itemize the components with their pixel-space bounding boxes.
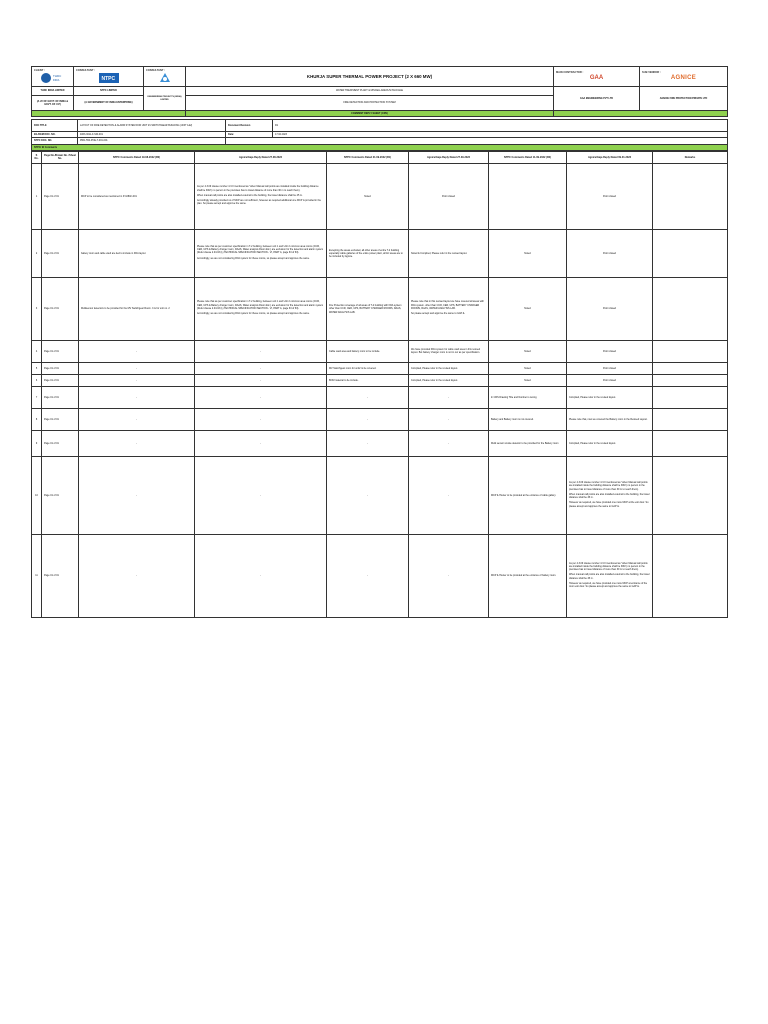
cell-c1: - bbox=[79, 362, 195, 374]
table-row bbox=[32, 408, 728, 430]
cell-c2 bbox=[195, 277, 327, 340]
cell-c3: - bbox=[327, 430, 409, 456]
cell-c1: - bbox=[79, 456, 195, 534]
cell-c6: Complied, Please refer in the revised layout. bbox=[567, 430, 653, 456]
consultant1-logo-cell: CONSULTANT : NTPC bbox=[74, 67, 144, 87]
cell-sno: 2 bbox=[32, 229, 42, 277]
ntpc-doc: 9561-554-POE-T-001-001 bbox=[78, 138, 226, 144]
cell-sno: 5 bbox=[32, 362, 42, 374]
consultant1-sub: (A GOVERNMENT OF INDIA ENTERPRISE) bbox=[74, 96, 144, 111]
eil-doc-label: EIL/OEM DOC. NO. bbox=[32, 132, 78, 138]
cell-sno: 10 bbox=[32, 456, 42, 534]
cell-paragraph: Please note that in this revised layout we have covered all areas with FDA system. other than CCR, CER, UPS, BATTERY CHARGER ROOMS, RAAS, WATER ANALYSIS LAB. bbox=[411, 300, 484, 310]
svg-text:THDC: THDC bbox=[52, 74, 61, 79]
cell-page: Page 01 of 01 bbox=[42, 374, 79, 386]
cell-c4: - bbox=[409, 430, 489, 456]
crs-sheet bbox=[31, 66, 727, 618]
cell-c3: Fire Protection coverage of all areas of T-2 building with FDA system other than CCR, CER, UPS, BATTERY CHARGER ROOMS, RAAS, WATER ANALYSIS LAB. bbox=[327, 277, 409, 340]
cell-sno: 6 bbox=[32, 374, 42, 386]
cell-c4: Complied, Please refer in the revised layout. bbox=[409, 374, 489, 386]
doc-revision: R1 bbox=[273, 120, 728, 132]
cell-c1: - bbox=[79, 340, 195, 362]
table-row bbox=[32, 374, 728, 386]
cell-paragraph: As per 4.3.09 clause number 4.3.0 mentioned as "when Manual call points are installed inside the building distance shall be 30M ( no person in the premises has to travel distance of more than 30 m to reach them). bbox=[569, 481, 648, 491]
cell-c1: - bbox=[79, 430, 195, 456]
main-contractor-name: GAA ENGINEERING PVT LTD bbox=[554, 87, 640, 111]
cell-c2: - bbox=[195, 362, 327, 374]
crs-label: COMMENT REPLY SHEET (CRS) bbox=[186, 111, 554, 117]
cell-paragraph: Accordingly, we are not considering FDA system for these rooms, so please accept and approve the same. bbox=[197, 256, 310, 260]
cell-paragraph: When manual call points are also installed external to the building, the travel distance shall be 45 m. bbox=[197, 193, 303, 197]
table-row bbox=[32, 534, 728, 617]
cell-c2: - bbox=[195, 408, 327, 430]
cell-rem bbox=[653, 163, 728, 229]
table-row bbox=[32, 362, 728, 374]
thdc-logo-icon bbox=[40, 72, 66, 84]
cell-c2: - bbox=[195, 340, 327, 362]
cell-sno: 9 bbox=[32, 430, 42, 456]
cell-sno: 11 bbox=[32, 534, 42, 617]
cell-page: Page 01 of 01 bbox=[42, 430, 79, 456]
cell-paragraph: Please note that as per customer specification in T-2 building, between unit 1 and Unit 2 common area rooms (CCR, CER, UPS & Battery charger room, RAAS, Water analysis Room Etc.) are exclusion for fire detection and alarm system (Refer clause 2.04.03 (L) TECHNICAL SPECIFICATION SECTION - VI, PART A, page 63 of 63). bbox=[197, 300, 324, 310]
cell-c3: MV Switchgear room for unit2 to be covered. bbox=[327, 362, 409, 374]
cell-c4: - bbox=[409, 456, 489, 534]
consultant1-name: NTPC LIMITED bbox=[74, 87, 144, 96]
cell-c5: Noted bbox=[489, 277, 567, 340]
cell-paragraph: When manual call points are also installed external to the building, the travel distance shall be 45 m. bbox=[569, 573, 650, 580]
cell-c6: Please note that, now we covered the Battery room in the Revised Layout. bbox=[567, 408, 653, 430]
table-row bbox=[32, 277, 728, 340]
cell-c3: - bbox=[327, 456, 409, 534]
table-row bbox=[32, 229, 728, 277]
project-title: KHURJA SUPER THERMAL POWER PROJECT (2 X 660 MW) bbox=[186, 67, 554, 87]
cell-c6: Point closed bbox=[567, 374, 653, 386]
cell-c3: - bbox=[327, 534, 409, 617]
cell-paragraph: As per 4.3.09 clause number 4.3.0 mentioned as "when Manual call points are installed inside the building distance shall be 30M ( no person in the premises has to travel distance of more than 30 m to reach them). bbox=[569, 561, 648, 572]
doc-title: LAYOUT OF FIRE DETECTION & ALARM SYSTEM FOR UNIT #1 SWITCHGEAR BUILDING (UNIT 1&2) bbox=[78, 120, 226, 132]
cell-c3: - bbox=[327, 408, 409, 430]
cell-rem bbox=[653, 277, 728, 340]
cell-c5: Noted bbox=[489, 374, 567, 386]
col-sno: S No. bbox=[32, 151, 42, 163]
cell-rem bbox=[653, 408, 728, 430]
cell-c5: Noted bbox=[489, 229, 567, 277]
cell-c1: - bbox=[79, 408, 195, 430]
cell-c3: BOM material to be include. bbox=[327, 374, 409, 386]
cell-c1: - bbox=[79, 534, 195, 617]
cell-c4: - bbox=[409, 386, 489, 408]
package-title: WATER TREATMENT PLANT & MISCELLANEOUS PACKAGE bbox=[186, 87, 554, 96]
svg-text:INDIA: INDIA bbox=[52, 79, 59, 83]
table-row bbox=[32, 163, 728, 229]
cell-c2: - bbox=[195, 534, 327, 617]
col-page: Page No./Drawn No. /Sheet No. bbox=[42, 151, 79, 163]
client-logo-cell: CLIENT : THDC INDIA bbox=[32, 67, 74, 87]
cell-rem bbox=[653, 430, 728, 456]
cell-c6: Point closed bbox=[567, 229, 653, 277]
cell-paragraph: Accordingly already provided no of MCP are not sufficient, however as required additional one MCP is provided in the plan. So please accept and approve the same. bbox=[197, 199, 321, 206]
cell-sno: 3 bbox=[32, 277, 42, 340]
col-c6: Agnice/Gaja Reply Dated 09-01-2023 bbox=[567, 151, 653, 163]
cell-page: Page 01 of 01 bbox=[42, 386, 79, 408]
cell-c4: Point closed bbox=[409, 163, 489, 229]
cell-paragraph: As per 4.3.09 clause number 4.3.0 mentioned as "when Manual call points are installed inside the building distance shall be 30M ( no person in the premises has to travel distance of more than 30 m to reach them). bbox=[197, 185, 319, 192]
table-row bbox=[32, 456, 728, 534]
cell-c5 bbox=[489, 163, 567, 229]
agnice-logo-icon: AGNICE bbox=[670, 75, 697, 82]
cell-paragraph: Please note that as per customer specification in T-2 building, between unit 1 and Unit 2 common area rooms (CCR, CER, UPS & Battery charger room, RAAS, Water analysis Room Etc.) are exclusion for fire detection and alarm system (Refer clause 2.04.03 (L) TECHNICAL SPECIFICATION SECTION - VI, PART A, page 63 of 63). bbox=[197, 244, 324, 255]
table-row bbox=[32, 340, 728, 362]
cell-sno: 8 bbox=[32, 408, 42, 430]
cell-c3: Excepting the areas excluded, all other areas of entire T-2 building especially cable galleries of the entire power plant, all AC areas are to be included by Agnice. bbox=[327, 229, 409, 277]
gaa-logo-icon: GAA bbox=[589, 75, 604, 82]
cell-c6 bbox=[567, 456, 653, 534]
cell-c5: Noted bbox=[489, 362, 567, 374]
cell-c1: MCP to be considered as mentioned in P-1081F-001 bbox=[79, 163, 195, 229]
cell-c5: Battery and Battery room is not covered. bbox=[489, 408, 567, 430]
cell-rem bbox=[653, 229, 728, 277]
cell-c1: battery room and cable vault are tied to include in FDA layout bbox=[79, 229, 195, 277]
ntpc-logo-icon bbox=[98, 72, 120, 84]
cell-c5: MCP & Hooter to be provided at the entrance of cable gallery. bbox=[489, 456, 567, 534]
col-c3: NTPC Comments Dated 21-09-2022 (R1) bbox=[327, 151, 409, 163]
cell-c2: - bbox=[195, 430, 327, 456]
cell-rem bbox=[653, 374, 728, 386]
cell-c5: Noted bbox=[489, 340, 567, 362]
cell-c6: Point closed bbox=[567, 340, 653, 362]
eil-doc: 4063-3011-F-SW-001 bbox=[78, 132, 226, 138]
cell-c6: Point closed bbox=[567, 163, 653, 229]
system-title: FIRE DETECTION AND PROTECTION SYSTEM bbox=[186, 96, 554, 111]
cell-c3: Noted bbox=[327, 163, 409, 229]
date-label: Date: bbox=[226, 132, 273, 138]
doc-info-table bbox=[31, 119, 728, 151]
main-contractor-cell: MAIN CONTRACTOR : GAA bbox=[554, 67, 640, 87]
cell-c1: - bbox=[79, 374, 195, 386]
col-c1: NTPC Comments Dated 19-08-2022 (R0) bbox=[79, 151, 195, 163]
client-name: THDC INDIA LIMITED bbox=[32, 87, 74, 96]
cell-c4: - bbox=[409, 408, 489, 430]
cell-c6: Point closed bbox=[567, 362, 653, 374]
cell-page: Page 01 of 01 bbox=[42, 163, 79, 229]
cell-c5: MCP & Hooter to be provided at the entrance of battery room. bbox=[489, 534, 567, 617]
cell-page: Page 01 of 01 bbox=[42, 277, 79, 340]
cell-paragraph: Accordingly, we are not considering FDA system for these rooms, so please accept and approve the same. bbox=[197, 312, 310, 316]
cell-rem bbox=[653, 386, 728, 408]
cell-page: Page 01 of 01 bbox=[42, 229, 79, 277]
table-row bbox=[32, 430, 728, 456]
cell-rem bbox=[653, 456, 728, 534]
col-c2: Agnice/Gaja Reply Dated 27-08-2022 bbox=[195, 151, 327, 163]
cell-c4: Noted & Complied, Please refer in the revised layout. bbox=[409, 229, 489, 277]
col-c4: Agnice/Gaja Reply Dated 27-09-2022 bbox=[409, 151, 489, 163]
cell-c6: Point closed bbox=[567, 277, 653, 340]
cell-c1: - bbox=[79, 386, 195, 408]
cell-c4: We have provided FDA system for cable vault area in this revised layout. But battery charger room is not in our as per specification. bbox=[409, 340, 489, 362]
cell-c4: Complied, Please refer in the revised layout. bbox=[409, 362, 489, 374]
client-sub: (A JV OF GOVT. OF INDIA & GOVT. OF U.P) bbox=[32, 96, 74, 111]
sub-vendor-name: AGNICE FIRE PROTECTION PRIVATE LTD bbox=[640, 87, 728, 111]
cell-c6: Complied, Please refer in the revised layout. bbox=[567, 386, 653, 408]
cell-paragraph: However as required, we have provided one more MCP at entrance of the room exit door. So please accept and approve the same to GAP &. bbox=[569, 581, 648, 589]
col-remarks: Remarks bbox=[653, 151, 728, 163]
cell-c1: Multisensor detectors to be provided for the MV Switchgear Room. It is for unit no. 2 bbox=[79, 277, 195, 340]
eil-logo-icon bbox=[158, 72, 172, 84]
doc-title-label: DOC TITLE bbox=[32, 120, 78, 132]
ntpc-comments-label: NTPC/ EI Comments bbox=[32, 144, 728, 150]
cell-page: Page 01 of 01 bbox=[42, 456, 79, 534]
cell-rem bbox=[653, 534, 728, 617]
cell-c4 bbox=[409, 277, 489, 340]
cell-c5: Multi sensor smoke detector to be provided for the Battery room bbox=[489, 430, 567, 456]
cell-rem bbox=[653, 340, 728, 362]
cell-c5: In CRS Drawing Title and Number is wrong bbox=[489, 386, 567, 408]
consultant2-name: ENGINEERING PROJECTS (INDIA) LIMITED bbox=[144, 87, 186, 111]
date: 17.02.2023 bbox=[273, 132, 728, 138]
cell-c2: - bbox=[195, 374, 327, 386]
consultant2-logo-cell: CONSULTANT : bbox=[144, 67, 186, 87]
cell-c3: Cable vault area and battery room to be include. bbox=[327, 340, 409, 362]
sub-vendor-cell: SUB VENDOR : AGNICE bbox=[640, 67, 728, 87]
cell-paragraph: So please accept and approve the same to GAP &. bbox=[411, 312, 466, 316]
cell-sno: 4 bbox=[32, 340, 42, 362]
svg-text:NTPC: NTPC bbox=[101, 76, 115, 83]
cell-c2 bbox=[195, 229, 327, 277]
cell-c6 bbox=[567, 534, 653, 617]
cell-c2: - bbox=[195, 456, 327, 534]
cell-paragraph: However as required, we have provided one more MCP at the exit door. So please accept and approve the same to GAP &. bbox=[569, 501, 649, 508]
table-row bbox=[32, 386, 728, 408]
col-c5: NTPC Comments Dated 11-09-2022 (R2) bbox=[489, 151, 567, 163]
cell-page: Page 01 of 01 bbox=[42, 408, 79, 430]
cell-page: Page 01 of 01 bbox=[42, 340, 79, 362]
cell-paragraph: When manual call points are also installed external to the building, the travel distance shall be 45 m. bbox=[569, 492, 650, 500]
comments-table bbox=[31, 151, 728, 618]
doc-revision-label: Document Revision bbox=[226, 120, 273, 132]
cell-page: Page 01 of 01 bbox=[42, 534, 79, 617]
cell-page: Page 01 of 01 bbox=[42, 362, 79, 374]
cell-c3: - bbox=[327, 386, 409, 408]
cell-c2 bbox=[195, 163, 327, 229]
cell-sno: 7 bbox=[32, 386, 42, 408]
ntpc-doc-label: NTPC DOC. NO. bbox=[32, 138, 78, 144]
cell-c2: - bbox=[195, 386, 327, 408]
cell-c4: - bbox=[409, 534, 489, 617]
cell-sno: 1 bbox=[32, 163, 42, 229]
header-table bbox=[31, 66, 728, 117]
cell-rem bbox=[653, 362, 728, 374]
